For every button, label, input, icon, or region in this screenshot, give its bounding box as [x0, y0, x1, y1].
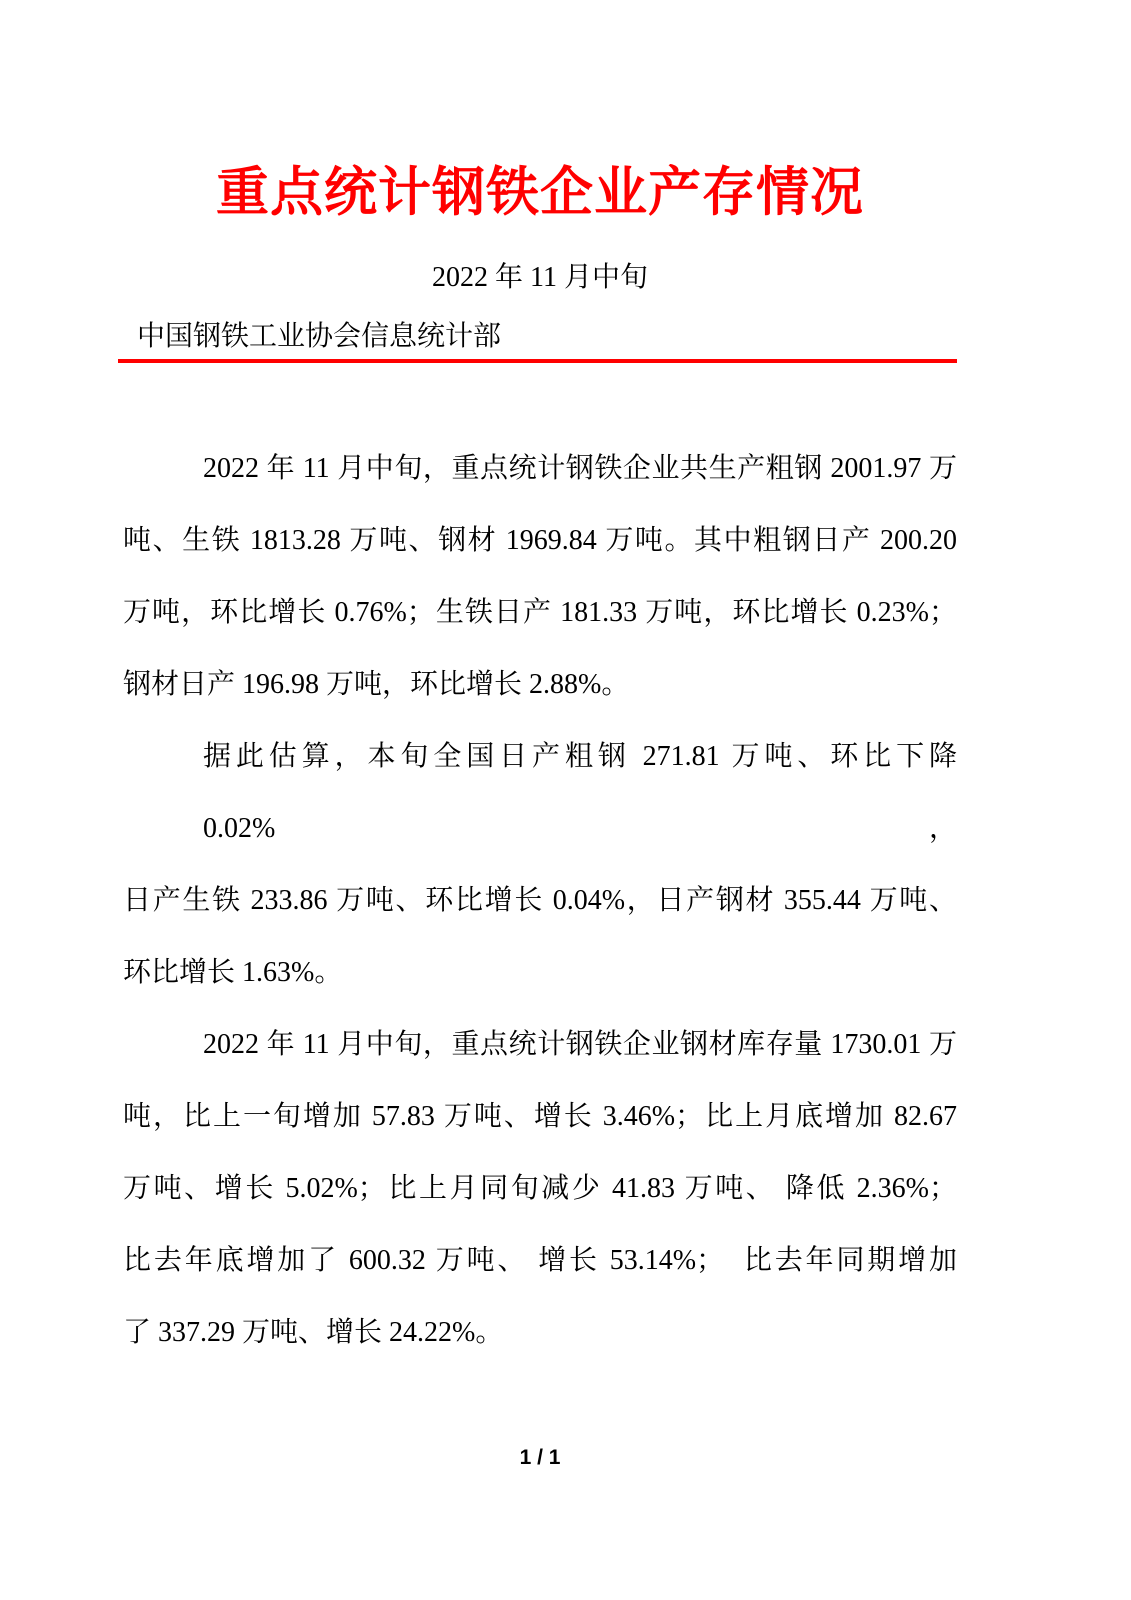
paragraph-line: 据此估算，本旬全国日产粗钢 271.81 万吨、环比下降 0.02%， [203, 741, 964, 844]
page-number: 1 / 1 [519, 1446, 561, 1469]
paragraph-line: 万吨，环比增长 0.76%；生铁日产 181.33 万吨，环比增长 0.23%； [123, 597, 957, 628]
paragraph-line: 钢材日产 196.98 万吨，环比增长 2.88%。 [123, 669, 630, 700]
paragraph-line: 2022 年 11 月中旬，重点统计钢铁企业钢材库存量 1730.01 万 [203, 1029, 957, 1060]
paragraph [123, 1009, 957, 1369]
paragraph-line: 日产生铁 233.86 万吨、环比增长 0.04%，日产钢材 355.44 万吨、 [123, 885, 957, 916]
paragraph [123, 721, 964, 1009]
paragraph-line: 2022 年 11 月中旬，重点统计钢铁企业共生产粗钢 2001.97 万 [203, 453, 957, 484]
paragraph-line: 万吨、增长 5.02%；比上月同旬减少 41.83 万吨、 降低 2.36%； [123, 1173, 957, 1204]
paragraph-line: 比去年底增加了 600.32 万吨、 增长 53.14%； 比去年同期增加 [123, 1245, 957, 1276]
department-line: 中国钢铁工业协会信息统计部 [137, 321, 502, 352]
paragraph-line: 环比增长 1.63%。 [123, 957, 343, 988]
header-rule-divider [118, 359, 957, 363]
paragraph [123, 433, 957, 721]
document-body [123, 433, 964, 1369]
document-subtitle: 2022 年 11 月中旬 [432, 262, 648, 293]
paragraph-line: 吨，比上一旬增加 57.83 万吨、增长 3.46%；比上月底增加 82.67 [123, 1101, 957, 1132]
paragraph-line: 了 337.29 万吨、增长 24.22%。 [123, 1317, 504, 1348]
paragraph-line: 吨、生铁 1813.28 万吨、钢材 1969.84 万吨。其中粗钢日产 200.20 [123, 525, 957, 556]
document-title: 重点统计钢铁企业产存情况 [216, 163, 864, 222]
